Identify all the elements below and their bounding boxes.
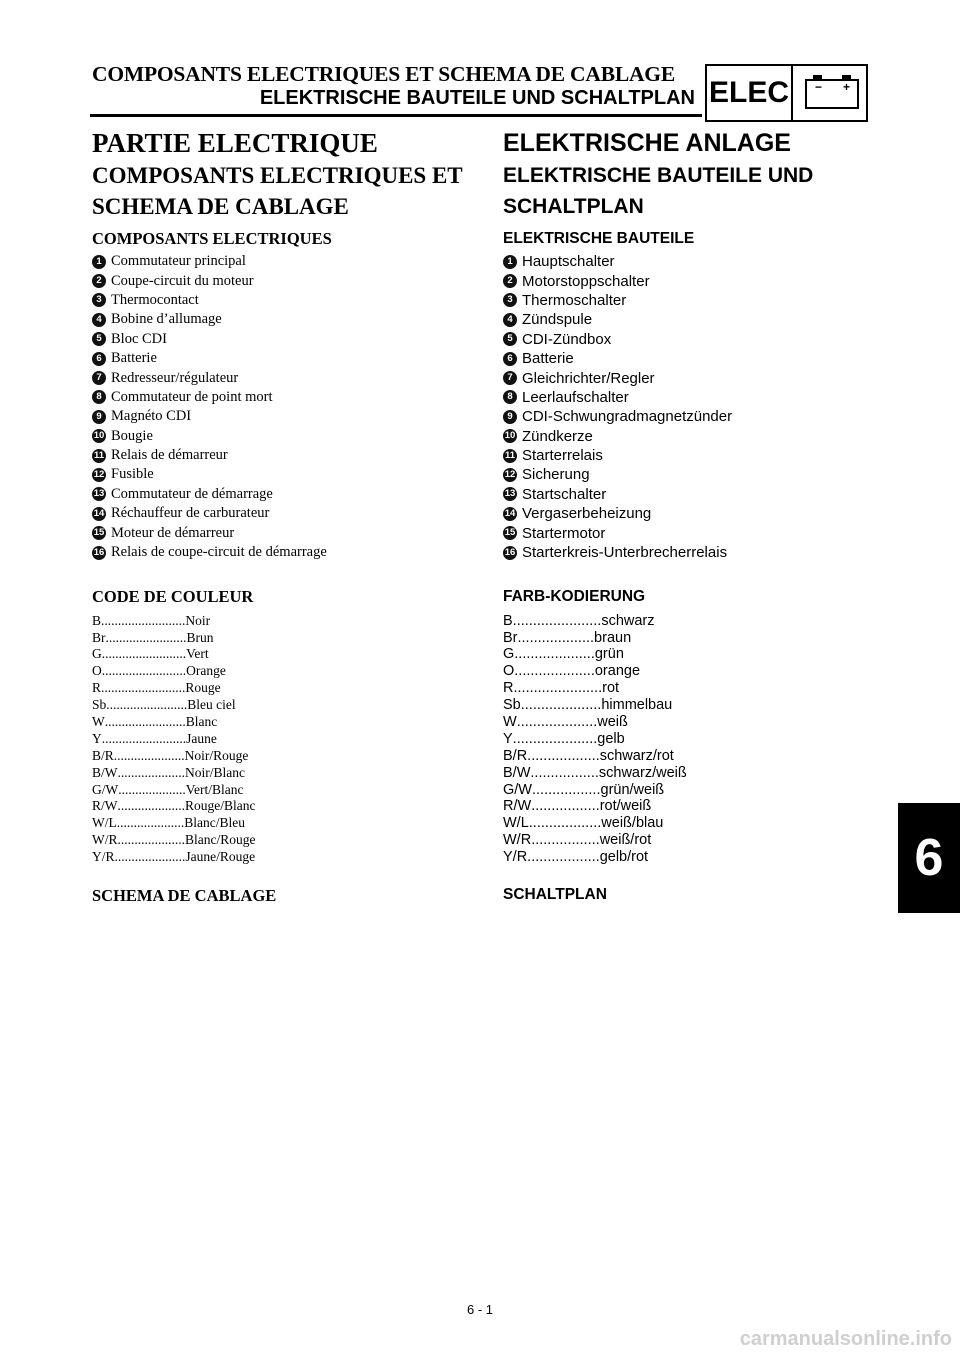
component-number-badge: 11 bbox=[504, 449, 516, 461]
color-dots: ..................... bbox=[114, 849, 186, 865]
header-title-fr: COMPOSANTS ELECTRIQUES ET SCHEMA DE CABLAGE bbox=[92, 62, 675, 86]
component-label: Fusible bbox=[111, 466, 154, 483]
color-code: W bbox=[92, 714, 105, 730]
component-number-badge: 1 bbox=[503, 255, 517, 269]
color-code: Br bbox=[92, 629, 106, 645]
component-label: Commutateur de démarrage bbox=[111, 485, 273, 502]
color-code: Y/R bbox=[92, 849, 115, 865]
color-dots: .................... bbox=[117, 832, 185, 848]
component-number-badge: 2 bbox=[92, 274, 106, 288]
component-number-badge: 5 bbox=[503, 332, 517, 346]
component-label: Bobine d’allumage bbox=[111, 311, 222, 328]
component-label: Startermotor bbox=[522, 524, 606, 542]
subheading-de-line1: ELEKTRISCHE BAUTEILE UND bbox=[503, 164, 814, 187]
color-meaning: Rouge bbox=[185, 680, 221, 696]
component-label: Motorstoppschalter bbox=[522, 272, 650, 290]
component-label: Hauptschalter bbox=[522, 253, 615, 271]
component-number-badge: 13 bbox=[93, 488, 105, 500]
color-table-fr bbox=[92, 612, 472, 865]
color-row bbox=[92, 747, 472, 764]
color-dots: .................. bbox=[527, 849, 600, 866]
column-french bbox=[92, 128, 472, 906]
component-label: Moteur de démarreur bbox=[111, 524, 235, 541]
color-dots: .................... bbox=[520, 697, 602, 714]
component-label: Commutateur principal bbox=[111, 253, 246, 270]
wiring-heading-fr: SCHEMA DE CABLAGE bbox=[92, 885, 277, 905]
color-row bbox=[503, 680, 883, 697]
component-item bbox=[503, 349, 883, 368]
component-item bbox=[503, 446, 883, 465]
color-code: W/L bbox=[92, 815, 117, 831]
color-code: Y/R bbox=[503, 849, 528, 866]
color-dots: .................... bbox=[117, 764, 185, 780]
color-dots: .................... bbox=[118, 781, 186, 797]
component-item bbox=[503, 523, 883, 542]
header-title-de: ELEKTRISCHE BAUTEILE UND SCHALTPLAN bbox=[259, 87, 695, 109]
color-meaning: schwarz/rot bbox=[599, 747, 674, 764]
component-item bbox=[503, 252, 883, 271]
color-code: B/W bbox=[503, 764, 531, 781]
color-dots: ................... bbox=[517, 629, 595, 646]
component-label: Batterie bbox=[111, 350, 157, 367]
component-number-badge: 15 bbox=[504, 527, 516, 539]
component-number-badge: 3 bbox=[92, 293, 106, 307]
components-heading-de: ELEKTRISCHE BAUTEILE bbox=[503, 230, 695, 247]
color-row bbox=[92, 714, 472, 731]
component-item bbox=[92, 368, 472, 387]
component-label: Zündkerze bbox=[522, 427, 593, 445]
component-number-badge: 15 bbox=[93, 527, 105, 539]
component-number-badge: 16 bbox=[93, 546, 105, 558]
color-row bbox=[503, 714, 883, 731]
component-item bbox=[503, 543, 883, 562]
color-row bbox=[503, 747, 883, 764]
component-item bbox=[92, 407, 472, 426]
component-item bbox=[503, 465, 883, 484]
battery-minus-sign: − bbox=[815, 80, 823, 94]
color-row bbox=[503, 849, 883, 866]
color-code: Sb bbox=[92, 697, 107, 713]
component-number-badge: 7 bbox=[503, 371, 517, 385]
color-code: Y bbox=[92, 730, 102, 746]
color-row bbox=[92, 612, 472, 629]
color-row bbox=[92, 697, 472, 714]
color-row bbox=[92, 730, 472, 747]
color-row bbox=[92, 663, 472, 680]
color-code: Y bbox=[503, 730, 513, 747]
color-code: B/W bbox=[92, 764, 118, 780]
color-dots: ................. bbox=[532, 781, 601, 798]
color-meaning: Jaune/Rouge bbox=[185, 849, 256, 865]
color-row bbox=[92, 798, 472, 815]
components-list-de bbox=[503, 252, 883, 562]
component-label: Gleichrichter/Regler bbox=[522, 369, 655, 387]
color-dots: ......................... bbox=[101, 663, 187, 679]
color-code: W/R bbox=[92, 832, 118, 848]
component-number-badge: 7 bbox=[92, 371, 106, 385]
color-meaning: Vert bbox=[186, 646, 209, 662]
color-dots: ......................... bbox=[101, 646, 187, 662]
color-heading-fr: CODE DE COULEUR bbox=[92, 587, 254, 607]
component-item bbox=[503, 388, 883, 407]
component-item bbox=[92, 291, 472, 310]
section-badge bbox=[705, 64, 868, 122]
color-meaning: Blanc/Bleu bbox=[184, 815, 245, 831]
page-number: 6 - 1 bbox=[466, 1302, 493, 1317]
component-label: Starterkreis-Unterbrecherrelais bbox=[522, 544, 728, 562]
component-item bbox=[92, 252, 472, 271]
component-number-badge: 6 bbox=[503, 352, 517, 366]
color-dots: .................... bbox=[514, 646, 595, 663]
color-row bbox=[92, 680, 472, 697]
subheading-fr-line2: SCHEMA DE CABLAGE bbox=[92, 194, 349, 219]
component-item bbox=[92, 427, 472, 446]
component-number-badge: 9 bbox=[92, 410, 106, 424]
color-meaning: weiß/blau bbox=[601, 815, 664, 832]
color-dots: ........................ bbox=[104, 714, 186, 730]
component-label: Redresseur/régulateur bbox=[111, 369, 239, 386]
component-item bbox=[503, 310, 883, 329]
color-code: R/W bbox=[503, 798, 532, 815]
color-code: G/W bbox=[92, 781, 119, 797]
component-number-badge: 2 bbox=[503, 274, 517, 288]
color-dots: .................. bbox=[528, 815, 602, 832]
section-code: ELEC bbox=[707, 66, 793, 120]
color-row bbox=[92, 815, 472, 832]
component-item bbox=[92, 271, 472, 290]
color-row bbox=[92, 629, 472, 646]
color-meaning: Vert/Blanc bbox=[185, 781, 244, 797]
color-code: W/L bbox=[503, 815, 529, 832]
component-number-badge: 13 bbox=[504, 488, 516, 500]
component-label: Réchauffeur de carburateur bbox=[111, 505, 270, 522]
battery-icon bbox=[793, 66, 866, 120]
component-label: Commutateur de point mort bbox=[111, 388, 273, 405]
component-item bbox=[92, 485, 472, 504]
color-meaning: Jaune bbox=[186, 730, 217, 746]
color-row bbox=[503, 832, 883, 849]
color-dots: ........................ bbox=[106, 697, 188, 713]
component-label: Relais de coupe-circuit de démarrage bbox=[111, 544, 327, 561]
component-label: Relais de démarreur bbox=[111, 447, 228, 464]
chapter-tab[interactable]: 6 bbox=[898, 803, 960, 913]
color-dots: ..................... bbox=[512, 730, 598, 747]
color-meaning: Orange bbox=[186, 663, 226, 679]
color-meaning: Blanc bbox=[185, 714, 218, 730]
component-number-badge: 14 bbox=[93, 507, 105, 519]
component-label: Thermoschalter bbox=[522, 291, 627, 309]
component-label: Coupe-circuit du moteur bbox=[111, 272, 254, 289]
color-dots: ...................... bbox=[513, 680, 603, 697]
component-label: CDI-Schwungradmagnetzünder bbox=[522, 408, 733, 426]
color-dots: ................. bbox=[531, 798, 600, 815]
color-dots: .................... bbox=[117, 798, 185, 814]
component-item bbox=[503, 427, 883, 446]
color-meaning: Brun bbox=[186, 629, 214, 645]
color-dots: .................... bbox=[516, 714, 598, 731]
component-number-badge: 11 bbox=[93, 449, 105, 461]
component-item bbox=[503, 504, 883, 523]
color-code: Br bbox=[503, 629, 518, 646]
color-meaning: weiß/rot bbox=[599, 832, 652, 849]
color-meaning: grün/weiß bbox=[600, 781, 665, 798]
component-item bbox=[92, 349, 472, 368]
component-number-badge: 4 bbox=[92, 313, 106, 327]
color-row bbox=[503, 815, 883, 832]
color-code: W bbox=[503, 714, 517, 731]
color-row bbox=[92, 646, 472, 663]
component-item bbox=[92, 330, 472, 349]
color-heading-de: FARB-KODIERUNG bbox=[503, 588, 646, 606]
color-row bbox=[503, 629, 883, 646]
color-table-de bbox=[503, 612, 883, 865]
color-dots: ......................... bbox=[101, 730, 187, 746]
color-dots: ........................ bbox=[105, 629, 187, 645]
color-code: R/W bbox=[92, 798, 118, 814]
color-meaning: schwarz bbox=[601, 612, 655, 629]
color-code: G/W bbox=[503, 781, 532, 798]
component-label: Startschalter bbox=[522, 485, 607, 503]
component-item bbox=[92, 543, 472, 562]
color-code: G bbox=[92, 646, 102, 662]
color-dots: ......................... bbox=[101, 612, 186, 628]
color-row bbox=[92, 832, 472, 849]
watermark: carmanualsonline.info bbox=[739, 1328, 952, 1350]
battery-plus-sign: + bbox=[842, 80, 850, 94]
color-row bbox=[503, 730, 883, 747]
component-label: Sicherung bbox=[522, 466, 590, 484]
component-number-badge: 8 bbox=[92, 390, 106, 404]
component-number-badge: 16 bbox=[504, 546, 516, 558]
color-row bbox=[503, 798, 883, 815]
color-dots: ................. bbox=[530, 764, 599, 781]
component-number-badge: 10 bbox=[93, 430, 105, 442]
component-item bbox=[92, 504, 472, 523]
color-row bbox=[92, 781, 472, 798]
color-meaning: Bleu ciel bbox=[187, 697, 236, 713]
heading-fr: PARTIE ELECTRIQUE bbox=[92, 128, 378, 158]
column-german bbox=[503, 128, 883, 904]
component-label: Magnéto CDI bbox=[111, 408, 192, 425]
component-item bbox=[503, 291, 883, 310]
color-code: B bbox=[503, 612, 513, 629]
component-item bbox=[503, 271, 883, 290]
component-number-badge: 6 bbox=[92, 352, 106, 366]
color-code: G bbox=[503, 646, 515, 663]
color-row bbox=[92, 849, 472, 866]
color-row bbox=[503, 646, 883, 663]
component-item bbox=[503, 485, 883, 504]
color-code: B/R bbox=[503, 747, 528, 764]
component-label: Batterie bbox=[522, 350, 574, 368]
color-meaning: Rouge/Blanc bbox=[185, 798, 256, 814]
color-meaning: Noir bbox=[185, 612, 211, 628]
color-meaning: Blanc/Rouge bbox=[185, 832, 256, 848]
color-dots: ..................... bbox=[113, 747, 185, 763]
color-meaning: Noir/Blanc bbox=[185, 764, 245, 780]
color-row bbox=[503, 697, 883, 714]
component-number-badge: 14 bbox=[504, 507, 516, 519]
component-item bbox=[92, 310, 472, 329]
component-number-badge: 8 bbox=[503, 390, 517, 404]
component-item bbox=[92, 465, 472, 484]
color-meaning: schwarz/weiß bbox=[598, 764, 687, 781]
component-label: Bloc CDI bbox=[111, 330, 167, 347]
color-meaning: Noir/Rouge bbox=[184, 747, 249, 763]
component-item bbox=[503, 407, 883, 426]
color-meaning: rot bbox=[602, 680, 620, 697]
color-row bbox=[503, 612, 883, 629]
component-number-badge: 10 bbox=[504, 430, 516, 442]
color-meaning: braun bbox=[594, 629, 632, 646]
color-code: W/R bbox=[503, 832, 532, 849]
component-number-badge: 12 bbox=[504, 468, 516, 480]
color-code: R bbox=[92, 680, 102, 696]
components-heading-fr: COMPOSANTS ELECTRIQUES bbox=[92, 229, 332, 248]
color-code: R bbox=[503, 680, 514, 697]
color-code: B/R bbox=[92, 747, 114, 763]
subheading-fr-line1: COMPOSANTS ELECTRIQUES ET bbox=[92, 163, 463, 188]
component-number-badge: 3 bbox=[503, 293, 517, 307]
color-dots: .................. bbox=[527, 747, 600, 764]
subheading-de-line2: SCHALTPLAN bbox=[503, 195, 644, 218]
components-list-fr bbox=[92, 252, 472, 562]
color-dots: ...................... bbox=[512, 612, 602, 629]
component-number-badge: 5 bbox=[92, 332, 106, 346]
color-dots: .................... bbox=[116, 815, 185, 831]
component-item bbox=[503, 330, 883, 349]
heading-de: ELEKTRISCHE ANLAGE bbox=[503, 129, 791, 157]
component-label: CDI-Zündbox bbox=[522, 330, 612, 348]
color-code: Sb bbox=[503, 697, 521, 714]
component-number-badge: 12 bbox=[93, 468, 105, 480]
color-row bbox=[503, 663, 883, 680]
color-meaning: himmelbau bbox=[601, 697, 673, 714]
header-rule bbox=[90, 114, 702, 117]
color-code: O bbox=[92, 663, 102, 679]
color-meaning: rot/weiß bbox=[599, 798, 652, 815]
component-item bbox=[92, 388, 472, 407]
color-meaning: weiß bbox=[597, 714, 628, 731]
color-meaning: gelb/rot bbox=[599, 849, 649, 866]
component-number-badge: 4 bbox=[503, 313, 517, 327]
component-label: Thermocontact bbox=[111, 291, 199, 308]
component-number-badge: 9 bbox=[503, 410, 517, 424]
color-dots: ......................... bbox=[101, 680, 186, 696]
color-row bbox=[503, 764, 883, 781]
color-row bbox=[503, 781, 883, 798]
color-code: O bbox=[503, 663, 515, 680]
component-label: Vergaserbeheizung bbox=[522, 505, 652, 523]
color-dots: .................... bbox=[514, 663, 595, 680]
battery-body bbox=[805, 79, 859, 109]
component-label: Bougie bbox=[111, 427, 153, 444]
component-number-badge: 1 bbox=[92, 255, 106, 269]
color-meaning: orange bbox=[594, 663, 641, 680]
component-item bbox=[92, 446, 472, 465]
color-meaning: grün bbox=[594, 646, 624, 663]
component-item bbox=[92, 523, 472, 542]
component-label: Starterrelais bbox=[522, 447, 603, 465]
color-meaning: gelb bbox=[597, 730, 625, 747]
color-code: B bbox=[92, 612, 102, 628]
component-label: Zündspule bbox=[522, 311, 593, 329]
wiring-heading-de: SCHALTPLAN bbox=[503, 885, 607, 903]
color-row bbox=[92, 764, 472, 781]
component-item bbox=[503, 368, 883, 387]
color-dots: ................. bbox=[531, 832, 600, 849]
component-label: Leerlaufschalter bbox=[522, 388, 629, 406]
